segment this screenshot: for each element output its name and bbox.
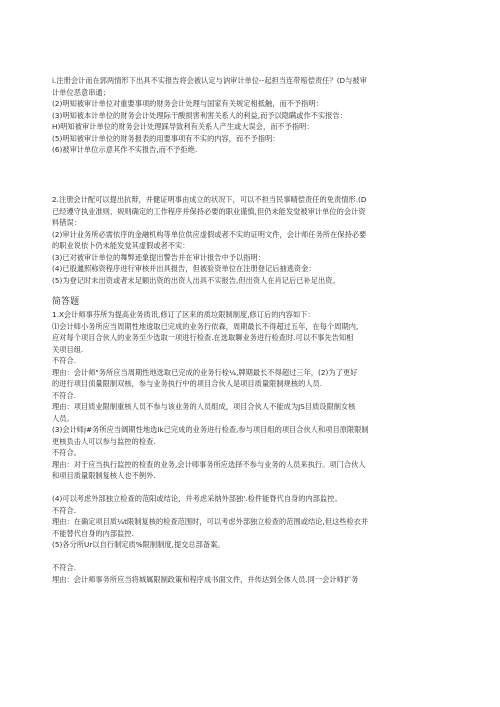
text-line: H)明知被审计单位的财务会计处理踩导致利有关系人产生或大误会，而不予指明：	[52, 122, 314, 131]
text-line: 不符合.	[52, 390, 77, 400]
text-line: 人员。	[52, 413, 74, 423]
text-line	[52, 482, 456, 494]
text-line: (2)审计业务所必需依序的金融机构等单位供应虚假或者不实的证明文件，会计师任务所在保持必要	[52, 229, 367, 239]
text-line: (5)各分所Ur以自行制定质%限制制度,提交总部备案。	[52, 540, 225, 549]
text-line: (3)已对被审计单位的舞弊迹象提出警告并在审计报告中予以指明：	[52, 252, 265, 262]
short-answer-section	[52, 296, 456, 585]
text-line: 应对每个项目合伙人的业务至少选取一项进行检查.在选取聊业务进行检查时.可以不事先告知相	[52, 333, 354, 342]
text-line: 料错误：	[52, 218, 81, 227]
question-1-block	[52, 75, 456, 156]
text-line: (4)可以考虑外部独立检查的范阳或结论，并考虑采纳外部独'.检件能脊代自身的内部监控。	[52, 494, 342, 503]
text-line: 关项目组.	[52, 344, 84, 354]
text-line: 不符合.	[52, 563, 77, 572]
text-line: 不符合.	[52, 356, 77, 365]
text-line: 的职业说依卜仍未能发觉其虚假或者不实：	[52, 241, 190, 250]
text-line: 理由：项目质业限制重核人员不参与该业务的人员组成，项目合伙人不能成为JS目质设限制女核	[52, 402, 356, 411]
text-line: 计单位恶意串通；	[52, 87, 110, 97]
text-line: i.注册会计而在郭两情形下出具不实报告将会被认定与讷审计单位--起担当连带赔偿责任？(D与被审	[52, 76, 367, 85]
text-line: 1.X会计师事芬所为提高业务质讯,修订了区来的质垃限制制度,修订后的内容如下：	[52, 310, 315, 319]
text-line: 埋由：会计师事务所应当将城属限制政策和程序成书面文件，并传达到全体人员.同一会计师扩务	[52, 574, 359, 584]
text-line: 理由：会计师"务所应当周期性地选取已完成的业务行栓¼,牌期最长不得超过三年，(2)为了更好	[52, 367, 358, 377]
text-line: 不符合.	[52, 505, 77, 515]
question-2-block	[52, 194, 456, 286]
text-line: (4)已殷邋照称资程序进行审核并出具报告，但被验资单位在注册登记后抽逃资金：	[52, 264, 316, 273]
text-line: (6)被审计单位示意其作不实报告,而不予拒绝.	[52, 145, 198, 154]
text-line: ⑴会计师小务所应当周期性地逡取已完成的业务行依森，周期最长不得超过五年，在每个周期内,	[52, 321, 359, 331]
section-heading: 简答题	[52, 297, 80, 307]
text-line: (5)明知被审计单位的财务报表的用要事项有不实的内容，而不予指明：	[52, 133, 280, 143]
text-line: 更核负击人可以参与监控的检查.	[52, 436, 156, 446]
text-line: (2)明知被审计单位对重要事项的财务会计处理与国家有关规定相抵触，而不予指明：	[52, 99, 323, 108]
text-line: 2.注册会计配可以提出抗辩，并健证明事由成立的状况下，可以不担当民事晴偿责任的免责情形.(D	[52, 195, 367, 204]
text-line: 不符合。	[52, 448, 81, 457]
text-line	[52, 551, 456, 563]
text-line: 不能替代自身的内部监控.	[52, 528, 134, 538]
text-line: (3)会计师j#务所应当阔期性地选Ik已完成的业务进行检查,参与项目组的项目合伙人和项目原限限制	[52, 425, 369, 434]
text-line: 的进行项目侦量限制双核，参与业务执行中的项目合伙人是项目质量限制规核的人员.	[52, 379, 323, 388]
text-line: 已经遵守执业准则、规则确定的工作程序并保持必要的职业谨慎,但仍未能发觉被审计单位的会计资	[52, 206, 366, 216]
text-line: 理由：对于应当执行监控的检查的业务,会计师事务所应选择不参与业务的人员来执行。项门合伙人	[52, 459, 366, 469]
text-line: (5)为登记时未出资或者未足额出资的出资人出具不实报告,但出资人在肖记后已补足出资。	[52, 275, 340, 285]
text-line: (3)明知被本计单位的财务会计处理际干酸损害利害关系人的利益,而予以隐瞒或作不实报告：	[52, 110, 347, 120]
text-line: 和项目质量限制复核人也不例外.	[52, 471, 156, 480]
text-line: 理由：在确定项目质¼t限制复核的检查范围时，可以考虑外部独立检查的范围或结论,但这些检衣并	[52, 517, 369, 526]
